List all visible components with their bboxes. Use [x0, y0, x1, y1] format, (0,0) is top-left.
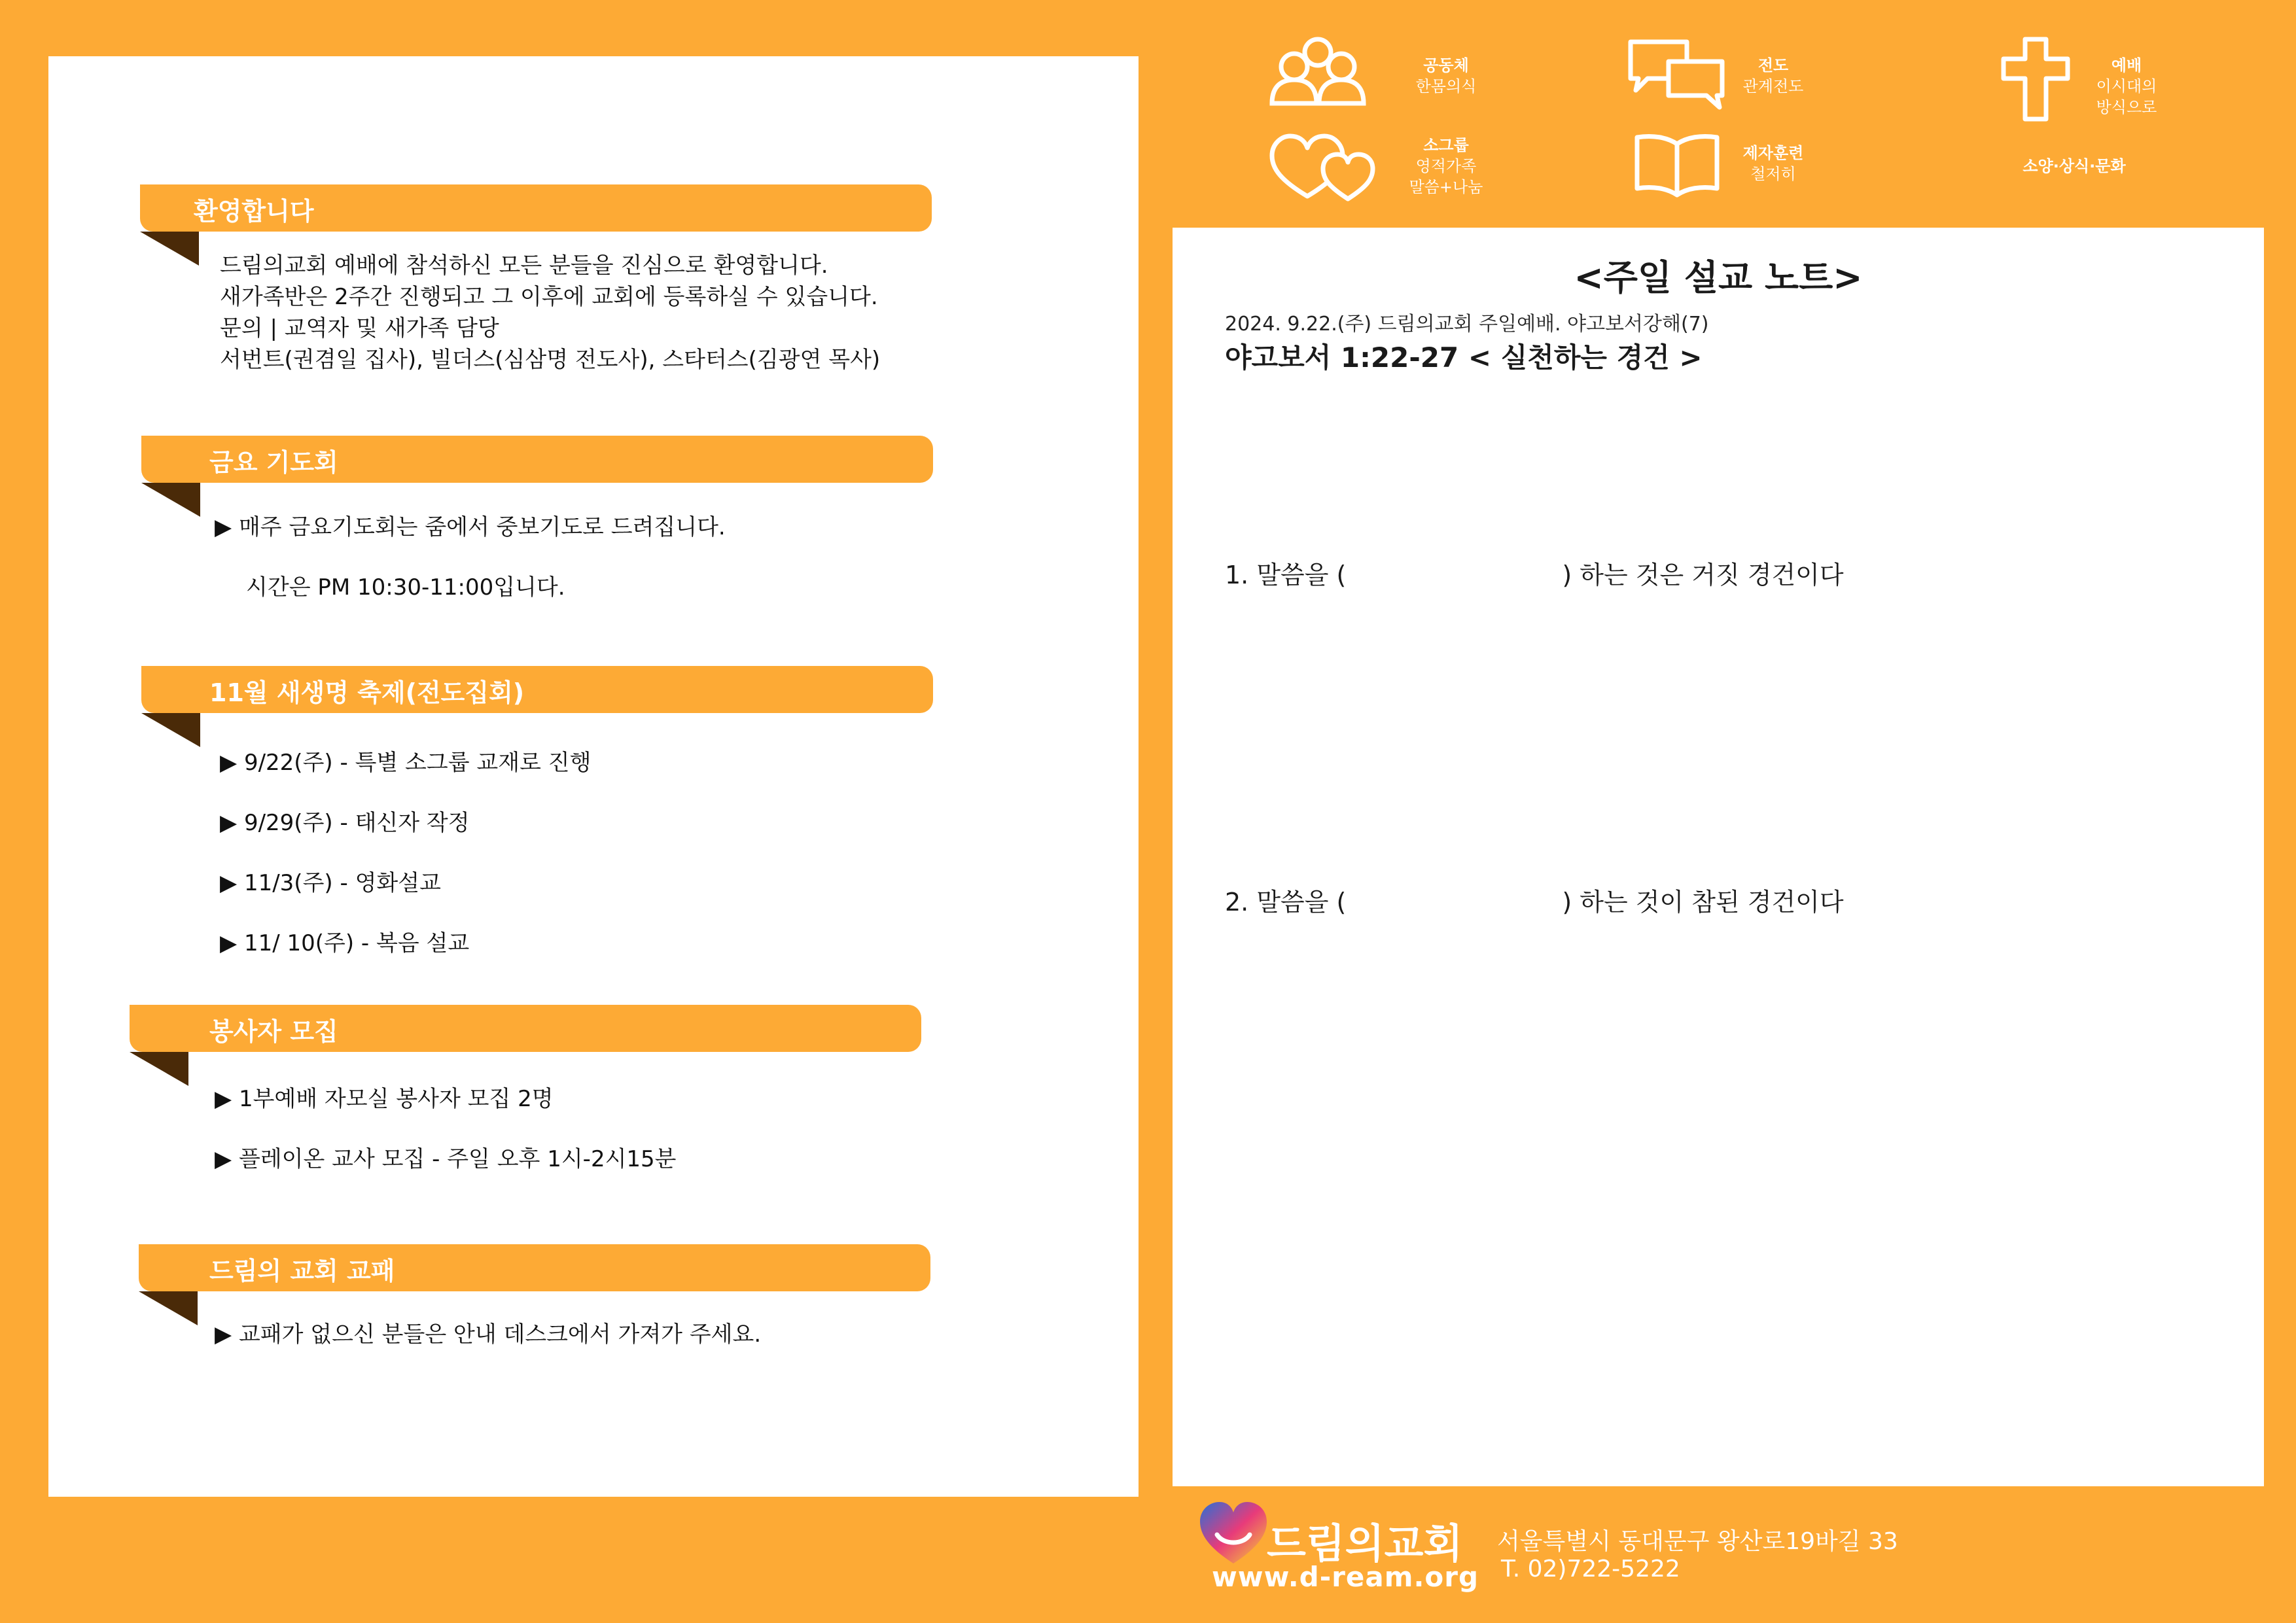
- section-title: 금요 기도회: [209, 448, 338, 477]
- section-text: [220, 250, 880, 375]
- value-label-evangelism: [1727, 55, 1819, 97]
- speech-bubbles-icon: [1625, 37, 1727, 113]
- text-line: 드림의교회 예배에 참석하신 모든 분들을 진심으로 환영합니다.: [220, 253, 828, 279]
- question-1: [1225, 555, 1844, 591]
- list-item: ▶ 11/ 10(주) - 복음 설교: [220, 930, 470, 956]
- value-subtitle: 이시대의: [2096, 77, 2157, 96]
- value-label-culture: [2009, 156, 2140, 177]
- value-subtitle: 말씀+나눔: [1409, 178, 1483, 196]
- church-address: 서울특별시 동대문구 왕산로19바길 33: [1497, 1528, 1898, 1555]
- open-book-icon: [1633, 131, 1721, 199]
- text-line: 시간은 PM 10:30-11:00입니다.: [246, 574, 565, 601]
- cross-icon: [1998, 35, 2073, 123]
- value-label-worship: [2081, 55, 2172, 118]
- ribbon-fold: [140, 232, 199, 266]
- section-bar-volunteers: [130, 1005, 921, 1052]
- list-item: ▶ 교패가 없으신 분들은 안내 데스크에서 가져가 주세요.: [215, 1321, 762, 1348]
- question-suffix: ) 하는 것이 참된 경건이다: [1562, 888, 1844, 916]
- sermon-date-line: 2024. 9.22.(주) 드림의교회 주일예배. 야고보서강해(7): [1225, 313, 1709, 336]
- heart-logo-icon: [1197, 1498, 1269, 1570]
- text-line: 문의 | 교역자 및 새가족 담당: [220, 315, 499, 341]
- list-item: ▶ 9/29(주) - 태신자 작정: [220, 810, 470, 836]
- question-prefix: 1. 말씀을 (: [1225, 561, 1347, 589]
- text-line: 서번트(권겸일 집사), 빌더스(심삼명 전도사), 스타터스(김광연 목사): [220, 347, 881, 373]
- list-item: ▶ 1부예배 자모실 봉사자 모집 2명: [215, 1086, 554, 1112]
- section-title: 봉사자 모집: [209, 1017, 338, 1046]
- list-item: ▶ 플레이온 교사 모집 - 주일 오후 1시-2시15분: [215, 1146, 677, 1172]
- church-phone: T. 02)722-5222: [1501, 1556, 1680, 1582]
- section-title: 드림의 교회 교패: [209, 1257, 395, 1285]
- hearts-icon: [1268, 131, 1382, 203]
- value-title: 제자훈련: [1742, 144, 1804, 162]
- text-line: 새가족반은 2주간 진행되고 그 이후에 교회에 등록하실 수 있습니다.: [220, 284, 878, 310]
- section-text: [215, 512, 726, 603]
- sermon-scripture-heading: 야고보서 1:22-27 < 실천하는 경건 >: [1225, 341, 1703, 374]
- church-website[interactable]: www.d-ream.org: [1212, 1561, 1479, 1593]
- section-text: [215, 1319, 761, 1350]
- section-text: [215, 1083, 677, 1175]
- announcements-panel: [48, 56, 1139, 1497]
- value-title: 예배: [2111, 56, 2142, 75]
- church-name: 드림의교회: [1267, 1520, 1463, 1567]
- section-title: 환영합니다: [194, 197, 314, 226]
- sermon-notes-title: <주일 설교 노트>: [1574, 257, 1863, 298]
- text-line: ▶ 매주 금요기도회는 줌에서 중보기도로 드려집니다.: [215, 514, 726, 540]
- question-2: [1225, 882, 1844, 918]
- ribbon-fold: [141, 483, 200, 517]
- sermon-notes-panel: [1173, 228, 2264, 1486]
- value-subtitle: 방식으로: [2096, 98, 2157, 116]
- people-icon: [1268, 34, 1368, 107]
- ribbon-fold: [141, 713, 200, 747]
- value-label-community: [1394, 55, 1498, 97]
- value-label-discipleship: [1727, 143, 1819, 184]
- section-bar-festival: [141, 666, 933, 713]
- value-title: 전도: [1757, 56, 1789, 75]
- value-subtitle: 한몸의식: [1415, 77, 1477, 96]
- value-subtitle: 영적가족: [1415, 157, 1477, 175]
- ribbon-fold: [130, 1052, 188, 1086]
- section-bar-friday-prayer: [141, 436, 933, 483]
- value-subtitle: 철저히: [1750, 165, 1796, 183]
- section-bar-welcome: [140, 184, 932, 232]
- question-suffix: ) 하는 것은 거짓 경건이다: [1562, 561, 1844, 589]
- section-title: 11월 새생명 축제(전도집회): [209, 678, 525, 707]
- value-subtitle: 관계전도: [1742, 77, 1804, 96]
- question-prefix: 2. 말씀을 (: [1225, 888, 1347, 916]
- list-item: ▶ 11/3(주) - 영화설교: [220, 870, 441, 896]
- value-label-small-group: [1394, 135, 1498, 198]
- list-item: ▶ 9/22(주) - 특별 소그룹 교재로 진행: [220, 750, 592, 776]
- value-subtitle: 소양·상식·문화: [2022, 157, 2126, 175]
- section-text: [220, 747, 591, 959]
- value-title: 공동체: [1423, 56, 1469, 75]
- value-title: 소그룹: [1423, 136, 1469, 154]
- section-bar-door-plaque: [139, 1244, 930, 1291]
- ribbon-fold: [139, 1291, 198, 1325]
